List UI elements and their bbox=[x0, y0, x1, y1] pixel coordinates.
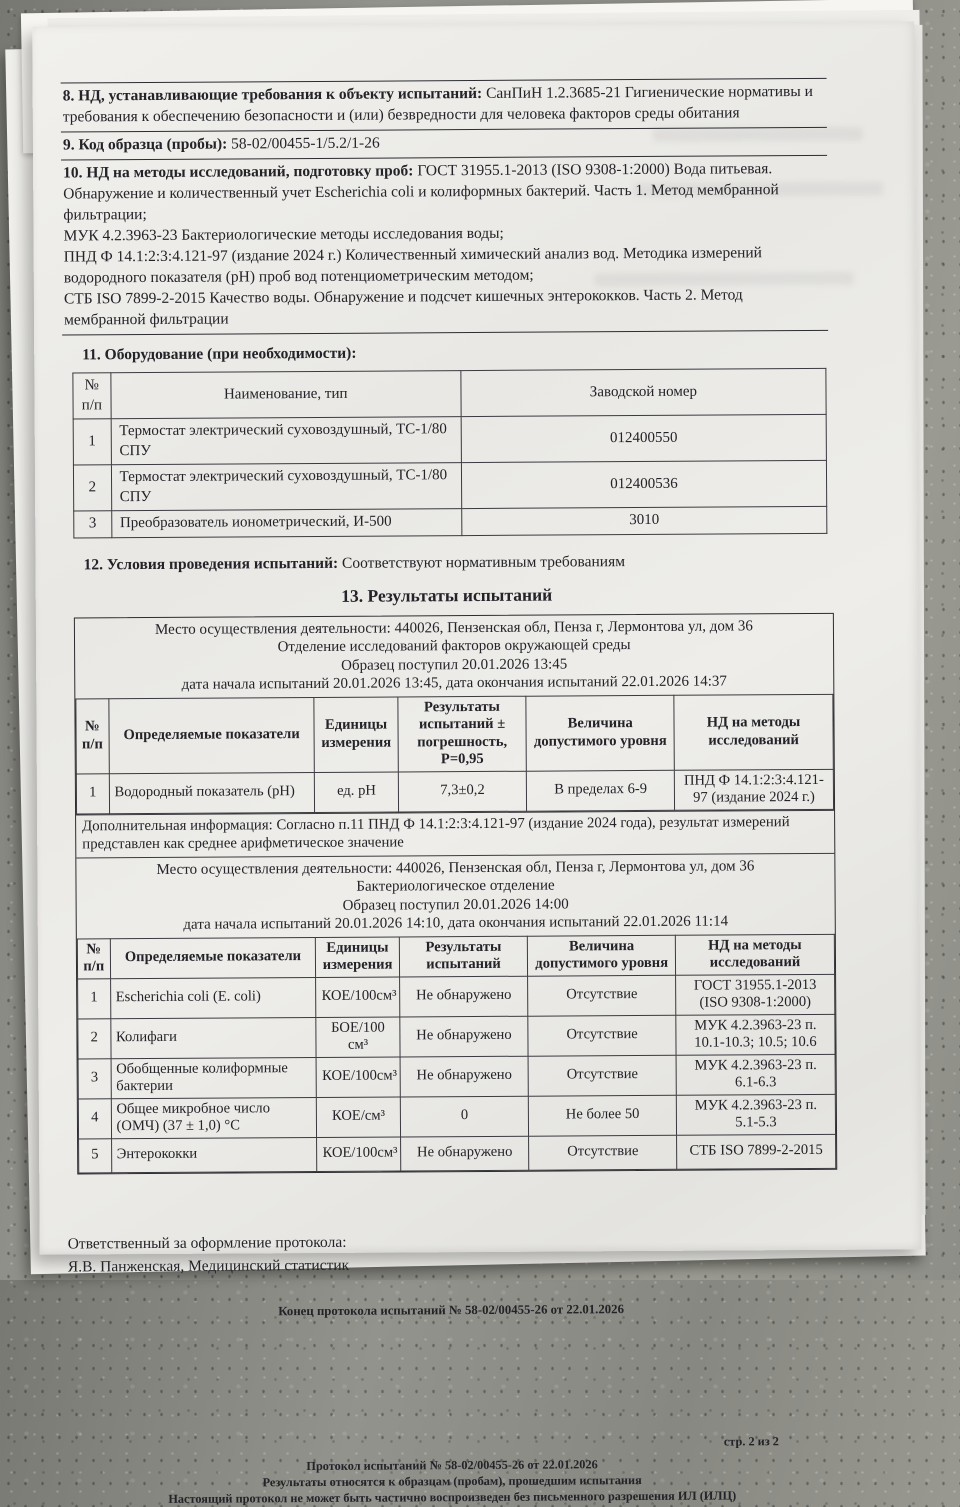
table-row bbox=[73, 414, 826, 465]
results2-cell-num: 5 bbox=[79, 1138, 112, 1172]
equipment-header-serial: Заводской номер bbox=[461, 368, 826, 416]
results2-cell-method: СТБ ISO 7899-2-2015 bbox=[677, 1134, 836, 1169]
paper-sheet bbox=[32, 21, 921, 1506]
equipment-cell-name: Термостат электрический суховоздушный, ТС-1/80 СПУ bbox=[111, 417, 461, 465]
equipment-header-num: № п/п bbox=[73, 373, 111, 419]
results2-cell-result: Не обнаружено bbox=[400, 1136, 529, 1171]
results2-cell-method: МУК 4.2.3963-23 п. 5.1-5.3 bbox=[676, 1094, 835, 1135]
section-10-text: ГОСТ 31955.1-2013 (ISO 9308-1:2000) Вода питьевая. Обнаружение и количественный учет Escherichia coli и колиформных бактерий. Часть 1. Метод мембранной фильтрации; МУК 4.2.3963-23 Бактериологические методы исследования воды; ПНД Ф 14.1:2:3:4.121-97 (издание 2024 г.) Количественный химический анализ вод. Методика измерений водородного показателя (рН) проб вод потенциометрическим методом; СТБ ISO 7899-2-2015 Качество воды. Обнаружение и подсчет кишечных энтерококков. Часть 2. Метод мембранной фильтрации bbox=[63, 160, 779, 329]
equipment-cell-num: 3 bbox=[74, 511, 112, 538]
results1-header-result: Результаты испытаний ± погрешность, P=0,95 bbox=[398, 696, 527, 772]
results2-header-row bbox=[77, 934, 834, 979]
results2-header-result: Результаты испытаний bbox=[399, 936, 528, 977]
equipment-cell-name: Преобразователь ионометрический, И-500 bbox=[111, 509, 461, 538]
results2-cell-allowed: Отсутствие bbox=[528, 1015, 676, 1056]
section-12-label: 12. Условия проведения испытаний: bbox=[83, 554, 339, 573]
results2-cell-allowed: Не более 50 bbox=[529, 1095, 677, 1136]
results1-location-band: Место осуществления деятельности: 440026, Пензенская обл, Пенза г, Лермонтова ул, дом 36 Отделение исследований факторов окружающей среды Образец поступил 20.01.2026 13:45 дата начала испытаний 20.01.2026 13:45, дата окончания испытаний 22.01.2026 14:37 bbox=[154, 617, 753, 693]
results2-cell-units: КОЕ/см³ bbox=[317, 1096, 401, 1137]
results2-cell-indicator: Escherichia coli (E. coli) bbox=[110, 977, 316, 1018]
document-content bbox=[61, 78, 836, 1507]
footer-copy-line: Настоящий протокол не может быть частично воспроизведен без письменного разрешения ИЛ (ИЛЦ) bbox=[168, 1487, 737, 1506]
numbered-sections bbox=[61, 78, 829, 336]
results2-cell-indicator: Обобщенные колиформные бактерии bbox=[111, 1057, 317, 1098]
results2-cell-units: КОЕ/100см³ bbox=[316, 976, 400, 1017]
signature-name: Я.В. Панженская, Медицинский статистик bbox=[67, 1256, 350, 1276]
results1-cell-allowed: В пределах 6-9 bbox=[527, 770, 675, 811]
table-row bbox=[76, 769, 833, 814]
table-row bbox=[78, 1094, 835, 1139]
results2-header-method: НД на методы исследований bbox=[675, 934, 834, 975]
results1-header-indicator: Определяемые показатели bbox=[108, 697, 314, 773]
table-row bbox=[74, 506, 827, 537]
results1-header-allowed: Величина допустимого уровня bbox=[526, 695, 674, 771]
results2-cell-num: 2 bbox=[78, 1018, 111, 1058]
equipment-cell-num: 1 bbox=[73, 419, 111, 465]
results2-cell-num: 4 bbox=[78, 1098, 111, 1138]
end-of-protocol-line: Конец протокола испытаний № 58-02/00455-26 от 22.01.2026 bbox=[278, 1301, 625, 1318]
section-8 bbox=[61, 79, 827, 133]
results1-header-num: № п/п bbox=[76, 698, 109, 773]
table-row bbox=[78, 974, 835, 1019]
results1-cell-units: ед. рН bbox=[315, 771, 399, 812]
results2-table bbox=[77, 933, 836, 1173]
results2-cell-num: 3 bbox=[78, 1058, 111, 1098]
table-row bbox=[78, 1014, 835, 1059]
results2-cell-method: МУК 4.2.3963-23 п. 10.1-10.3; 10.5; 10.6 bbox=[676, 1014, 835, 1055]
results-title: 13. Результаты испытаний bbox=[341, 584, 553, 606]
equipment-cell-serial: 012400536 bbox=[461, 460, 826, 508]
equipment-cell-serial: 012400550 bbox=[461, 414, 826, 462]
results2-cell-method: МУК 4.2.3963-23 п. 6.1-6.3 bbox=[676, 1054, 835, 1095]
table-row bbox=[78, 1054, 835, 1099]
results2-cell-indicator: Энтерококки bbox=[111, 1137, 317, 1172]
section-12 bbox=[83, 549, 829, 575]
section-10-label: 10. НД на методы исследований, подготовку проб: bbox=[63, 162, 414, 182]
results2-cell-indicator: Колифаги bbox=[110, 1017, 316, 1058]
results2-header-num: № п/п bbox=[77, 938, 110, 978]
equipment-cell-serial: 3010 bbox=[461, 506, 826, 535]
table-row bbox=[73, 460, 826, 511]
results2-header-allowed: Величина допустимого уровня bbox=[528, 935, 676, 976]
equipment-header-row bbox=[73, 368, 826, 419]
results1-header-row bbox=[76, 694, 833, 774]
section-10 bbox=[61, 156, 828, 336]
signature-block bbox=[68, 1227, 834, 1278]
results2-cell-result: Не обнаружено bbox=[400, 1056, 529, 1097]
equipment-header-name: Наименование, тип bbox=[111, 371, 461, 419]
table-row bbox=[79, 1134, 836, 1173]
section-9-text: 58-02/00455-1/5.2/1-26 bbox=[227, 134, 380, 153]
section-12-text: Соответствуют нормативным требованиям bbox=[338, 552, 626, 572]
results1-table bbox=[75, 693, 834, 814]
results2-cell-allowed: Отсутствие bbox=[529, 1135, 677, 1170]
results1-cell-indicator: Водородный показатель (рН) bbox=[109, 772, 315, 813]
section-8-text: СанПиН 1.2.3685-21 Гигиенические нормативы и требования к обеспечению безопасности и (или) безвредности для человека факторов среды обитания bbox=[62, 82, 813, 126]
results2-cell-result: Не обнаружено bbox=[399, 976, 528, 1017]
signature-role: Ответственный за оформление протокола: bbox=[67, 1233, 347, 1253]
results-section bbox=[74, 612, 837, 1174]
results1-header-method: НД на методы исследований bbox=[674, 694, 833, 770]
results2-cell-units: КОЕ/100см³ bbox=[316, 1056, 400, 1097]
results1-additional-info: Дополнительная информация: Согласно п.11 ПНД Ф 14.1:2:3:4.121-97 (издание 2024 года), результат измерений представлен как среднее арифметическое значение bbox=[76, 809, 834, 857]
results2-cell-allowed: Отсутствие bbox=[528, 975, 676, 1016]
results2-cell-units: БОЕ/100 см³ bbox=[316, 1016, 400, 1057]
results2-cell-units: КОЕ/100см³ bbox=[317, 1136, 400, 1171]
results2-cell-allowed: Отсутствие bbox=[528, 1055, 676, 1096]
results2-cell-result: 0 bbox=[400, 1096, 529, 1137]
section-11-label: 11. Оборудование (при необходимости): bbox=[82, 344, 357, 364]
equipment-table bbox=[72, 368, 827, 538]
section-8-label: 8. НД, устанавливающие требования к объекту испытаний: bbox=[62, 84, 483, 105]
equipment-cell-num: 2 bbox=[73, 465, 111, 511]
results2-cell-result: Не обнаружено bbox=[400, 1016, 529, 1057]
page-footer bbox=[69, 1454, 835, 1507]
page-number: стр. 2 из 2 bbox=[723, 1433, 779, 1449]
results1-header-units: Единицы измерения bbox=[314, 696, 398, 772]
results1-cell-result: 7,3±0,2 bbox=[398, 771, 527, 812]
results2-header-units: Единицы измерения bbox=[316, 936, 400, 977]
results2-header-indicator: Определяемые показатели bbox=[110, 937, 316, 978]
results1-cell-method: ПНД Ф 14.1:2:3:4.121-97 (издание 2024 г.) bbox=[674, 769, 833, 810]
results2-cell-indicator: Общее микробное число (ОМЧ) (37 ± 1,0) °С bbox=[111, 1097, 317, 1138]
results2-cell-method: ГОСТ 31955.1-2013 (ISO 9308-1:2000) bbox=[676, 974, 835, 1015]
section-9-label: 9. Код образца (пробы): bbox=[62, 135, 228, 154]
footer-results-line: Результаты относятся к образцам (пробам), прошедшим испытания bbox=[262, 1472, 642, 1489]
results1-cell-num: 1 bbox=[76, 773, 109, 813]
footer-protocol-line: Протокол испытаний № 58-02/00455-26 от 22.01.2026 bbox=[306, 1456, 598, 1473]
results2-location-band: Место осуществления деятельности: 440026, Пензенская обл, Пенза г, Лермонтова ул, дом 36 Бактериологическое отделение Образец поступил 20.01.2026 14:00 дата начала испытаний 20.01.2026 14:10, дата окончания испытаний 22.01.2026 11:14 bbox=[76, 852, 834, 938]
results2-cell-num: 1 bbox=[78, 978, 111, 1018]
equipment-cell-name: Термостат электрический суховоздушный, ТС-1/80 СПУ bbox=[111, 463, 461, 511]
